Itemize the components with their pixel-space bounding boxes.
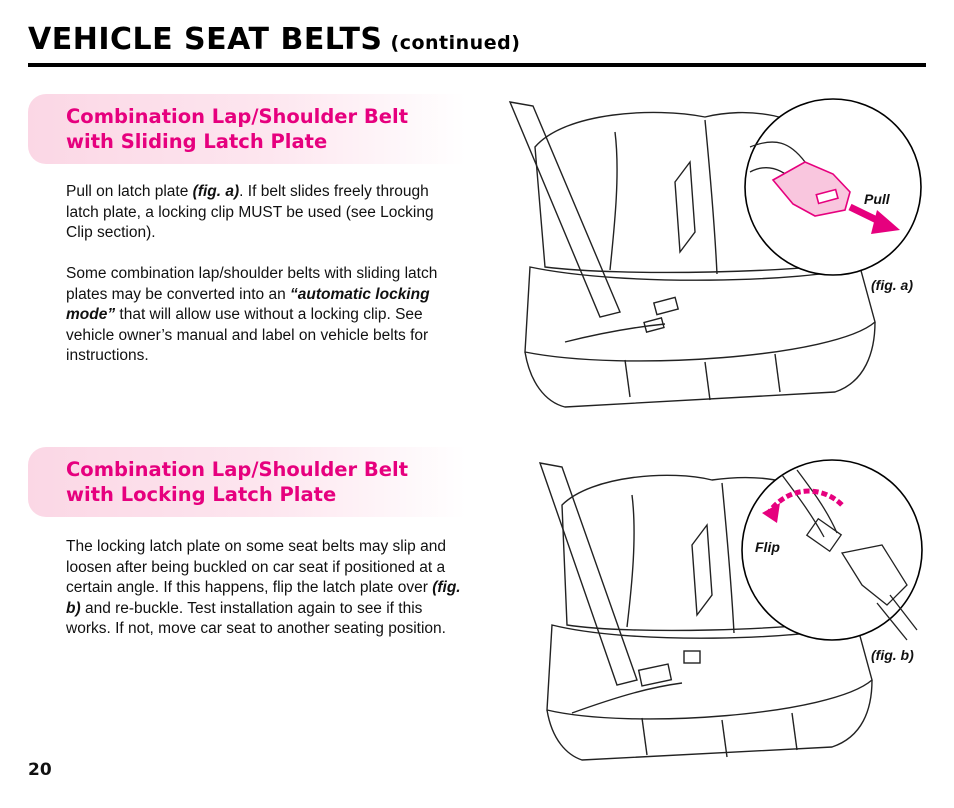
- s1p2-text-a: Some combination lap/shoulder belts with sliding latch plates may be converted into an: [66, 265, 438, 303]
- section2-paragraph1: [66, 537, 466, 640]
- s1p1-text-a: Pull on latch plate: [66, 183, 193, 200]
- section1-heading-line2: with Sliding Latch Plate: [66, 130, 328, 153]
- section2-heading-line2: with Locking Latch Plate: [66, 483, 337, 506]
- s2p1-fig-ref: (fig. b): [66, 579, 461, 617]
- seat-illustration-a: [505, 92, 925, 412]
- s1p1-fig-ref: (fig. a): [192, 183, 240, 200]
- figure-a-caption: (fig. a): [871, 277, 913, 293]
- section2-heading: [66, 457, 466, 507]
- figure-a-callout: Pull: [864, 191, 890, 207]
- title-continued: (continued): [390, 32, 521, 54]
- figure-b-caption: (fig. b): [871, 647, 914, 663]
- s2p1-text-a: The locking latch plate on some seat belts may slip and loosen after being buckled on car seat if positioned at a certain angle. If this happens, flip the latch plate over: [66, 538, 446, 596]
- section1-body: [66, 182, 446, 387]
- section1-paragraph2: [66, 264, 446, 367]
- section2-heading-line1: Combination Lap/Shoulder Belt: [66, 458, 409, 481]
- page-number: 20: [28, 760, 52, 780]
- section2-body: [66, 537, 466, 660]
- seat-illustration-b: [512, 455, 927, 765]
- figure-a: [505, 92, 925, 412]
- section1-heading: [66, 104, 466, 154]
- s1p1-text-b: . If belt slides freely through latch plate, a locking clip MUST be used (see Locking Clip section).: [66, 183, 434, 241]
- page-header: [28, 22, 926, 57]
- section1-paragraph1: [66, 182, 446, 244]
- header-rule: [28, 63, 926, 67]
- section1-heading-line1: Combination Lap/Shoulder Belt: [66, 105, 409, 128]
- figure-b-callout: Flip: [755, 539, 780, 555]
- s2p1-text-b: and re-buckle. Test installation again to see if this works. If not, move car seat to another seating position.: [66, 599, 446, 637]
- section1-banner: [28, 94, 466, 164]
- s1p2-text-b: that will allow use without a locking clip. See vehicle owner’s manual and label on vehicle belts for instructions.: [66, 306, 429, 364]
- figure-b: [512, 455, 927, 765]
- s1p2-emphasis: “automatic locking mode”: [66, 285, 430, 323]
- page-title: [28, 22, 520, 57]
- title-text: VEHICLE SEAT BELTS: [28, 22, 383, 57]
- section2-banner: [28, 447, 466, 517]
